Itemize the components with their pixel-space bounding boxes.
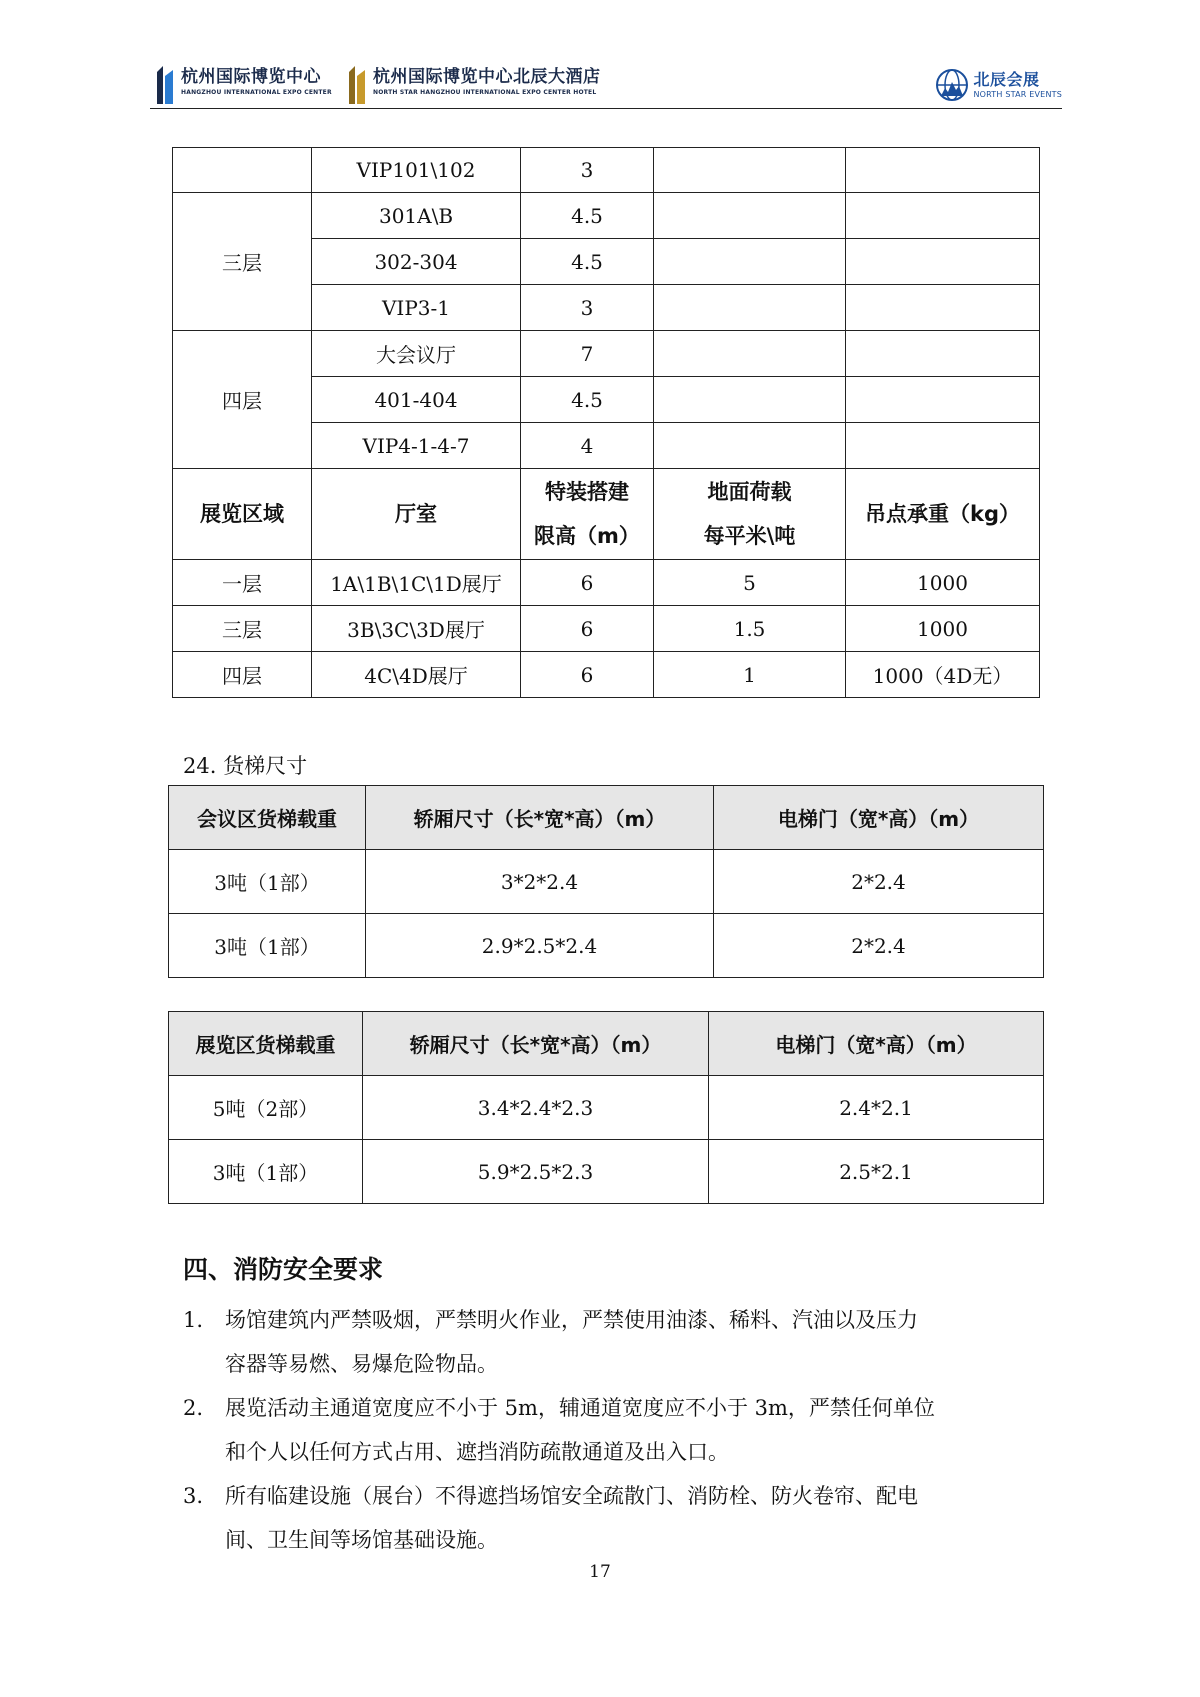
table-row bbox=[169, 1140, 1044, 1204]
table-cell-height: 6 bbox=[521, 606, 654, 652]
table-cell-empty bbox=[654, 193, 846, 239]
header-cell-door-size: 电梯门（宽*高）（m） bbox=[714, 786, 1044, 850]
table-cell-load: 3吨（1部） bbox=[169, 1140, 363, 1204]
list-item-number: 2. bbox=[183, 1396, 204, 1420]
table-cell-area: 三层 bbox=[173, 193, 312, 331]
list-item-line: 间、卫生间等场馆基础设施。 bbox=[225, 1528, 498, 1552]
table-cell-empty bbox=[654, 148, 846, 193]
table-cell-room: 301A\B bbox=[312, 193, 521, 239]
table-row bbox=[169, 1076, 1044, 1140]
table-row bbox=[173, 331, 1040, 377]
page-header bbox=[150, 58, 1062, 110]
table-cell-hall: 1A\1B\1C\1D展厅 bbox=[312, 560, 521, 606]
table-cell-empty bbox=[846, 331, 1040, 377]
table-cell-load: 3吨（1部） bbox=[169, 914, 366, 978]
table-header-row bbox=[173, 469, 1040, 560]
table-cell-room: 401-404 bbox=[312, 377, 521, 423]
list-item-line: 展览活动主通道宽度应不小于 5m，辅通道宽度应不小于 3m，严禁任何单位 bbox=[225, 1396, 935, 1420]
list-item-line: 所有临建设施（展台）不得遮挡场馆安全疏散门、消防栓、防火卷帘、配电 bbox=[225, 1484, 918, 1508]
meeting-lift-table bbox=[168, 785, 1044, 978]
header-line: 特装搭建 bbox=[545, 480, 629, 504]
list-item bbox=[183, 1386, 1043, 1474]
header-cell-hall: 厅室 bbox=[312, 469, 521, 560]
table-cell-empty bbox=[846, 148, 1040, 193]
list-item-number: 1. bbox=[183, 1308, 204, 1332]
header-line: 限高（m） bbox=[534, 524, 640, 548]
expo-center-logo-en: HANGZHOU INTERNATIONAL EXPO CENTER bbox=[181, 89, 332, 96]
hotel-logo bbox=[347, 66, 601, 104]
list-item-number: 3. bbox=[183, 1484, 204, 1508]
hotel-logo-icon bbox=[347, 66, 367, 104]
expo-center-logo-cn: 杭州国际博览中心 bbox=[181, 67, 321, 87]
list-item-line: 和个人以任何方式占用、遮挡消防疏散通道及出入口。 bbox=[225, 1440, 729, 1464]
list-item-line: 场馆建筑内严禁吸烟，严禁明火作业，严禁使用油漆、稀料、汽油以及压力 bbox=[225, 1308, 918, 1332]
table-cell-area bbox=[173, 148, 312, 193]
table-cell-door-size: 2*2.4 bbox=[714, 850, 1044, 914]
expo-center-logo-icon bbox=[155, 66, 175, 104]
table-cell-empty bbox=[846, 423, 1040, 469]
section-title: 四、消防安全要求 bbox=[183, 1255, 384, 1284]
hotel-logo-cn: 杭州国际博览中心北辰大酒店 bbox=[373, 67, 601, 87]
header-divider bbox=[150, 108, 1062, 109]
north-star-events-logo-en: NORTH STAR EVENTS bbox=[973, 90, 1062, 99]
header-cell-rigging: 吊点承重（kg） bbox=[846, 469, 1040, 560]
header-line: 地面荷载 bbox=[707, 480, 792, 504]
table-cell-height: 4.5 bbox=[521, 193, 654, 239]
list-item-line: 容器等易燃、易爆危险物品。 bbox=[225, 1352, 498, 1376]
table-cell-height: 3 bbox=[521, 148, 654, 193]
header-line: 每平米\吨 bbox=[703, 524, 796, 548]
table-cell-empty bbox=[846, 285, 1040, 331]
table-cell-load: 3吨（1部） bbox=[169, 850, 366, 914]
header-cell-load: 会议区货梯载重 bbox=[169, 786, 366, 850]
table-cell-height: 3 bbox=[521, 285, 654, 331]
section-caption: 24. 货梯尺寸 bbox=[183, 754, 308, 778]
table-cell-empty bbox=[654, 423, 846, 469]
table-cell-load: 5吨（2部） bbox=[169, 1076, 363, 1140]
table-cell-room: 302-304 bbox=[312, 239, 521, 285]
table-cell-room: 大会议厅 bbox=[312, 331, 521, 377]
table-row bbox=[169, 850, 1044, 914]
table-cell-car-size: 2.9*2.5*2.4 bbox=[366, 914, 714, 978]
hotel-logo-en: NORTH STAR HANGZHOU INTERNATIONAL EXPO CENTER HOTEL bbox=[373, 89, 597, 96]
table-cell-car-size: 3*2*2.4 bbox=[366, 850, 714, 914]
table-cell-empty bbox=[846, 239, 1040, 285]
table-row bbox=[173, 606, 1040, 652]
header-cell-load: 展览区货梯载重 bbox=[169, 1012, 363, 1076]
expo-center-logo bbox=[155, 66, 332, 104]
table-cell-hall: 3B\3C\3D展厅 bbox=[312, 606, 521, 652]
table-cell-rigging: 1000 bbox=[846, 560, 1040, 606]
north-star-events-logo-cn: 北辰会展 bbox=[973, 70, 1040, 89]
table-row bbox=[169, 914, 1044, 978]
table-cell-load: 5 bbox=[654, 560, 846, 606]
table-cell-height: 6 bbox=[521, 652, 654, 698]
table-row bbox=[173, 193, 1040, 239]
table-cell-car-size: 3.4*2.4*2.3 bbox=[363, 1076, 709, 1140]
north-star-events-logo bbox=[935, 68, 1062, 102]
header-cell-door-size: 电梯门（宽*高）（m） bbox=[709, 1012, 1044, 1076]
header-cell-car-size: 轿厢尺寸（长*宽*高）（m） bbox=[366, 786, 714, 850]
table-cell-area: 四层 bbox=[173, 331, 312, 469]
table-row bbox=[173, 560, 1040, 606]
table-cell-area: 四层 bbox=[173, 652, 312, 698]
header-cell-height-limit bbox=[521, 469, 654, 560]
table-cell-empty bbox=[654, 331, 846, 377]
table-cell-empty bbox=[846, 377, 1040, 423]
table-cell-empty bbox=[846, 193, 1040, 239]
table-cell-door-size: 2.5*2.1 bbox=[709, 1140, 1044, 1204]
header-cell-car-size: 轿厢尺寸（长*宽*高）（m） bbox=[363, 1012, 709, 1076]
table-cell-room: VIP4-1-4-7 bbox=[312, 423, 521, 469]
table-cell-room: VIP101\102 bbox=[312, 148, 521, 193]
table-cell-height: 4.5 bbox=[521, 239, 654, 285]
globe-icon bbox=[935, 68, 969, 102]
table-cell-area: 一层 bbox=[173, 560, 312, 606]
table-row bbox=[173, 148, 1040, 193]
table-cell-door-size: 2*2.4 bbox=[714, 914, 1044, 978]
venue-spec-table bbox=[172, 147, 1040, 698]
fire-safety-list bbox=[183, 1298, 1043, 1562]
table-header-row bbox=[169, 786, 1044, 850]
table-cell-car-size: 5.9*2.5*2.3 bbox=[363, 1140, 709, 1204]
table-cell-height: 7 bbox=[521, 331, 654, 377]
list-item bbox=[183, 1298, 1043, 1386]
table-cell-height: 4.5 bbox=[521, 377, 654, 423]
table-header-row bbox=[169, 1012, 1044, 1076]
table-row bbox=[173, 652, 1040, 698]
table-cell-empty bbox=[654, 377, 846, 423]
table-cell-hall: 4C\4D展厅 bbox=[312, 652, 521, 698]
table-cell-load: 1 bbox=[654, 652, 846, 698]
header-cell-area: 展览区域 bbox=[173, 469, 312, 560]
exhibition-lift-table bbox=[168, 1011, 1044, 1204]
table-cell-empty bbox=[654, 239, 846, 285]
table-cell-area: 三层 bbox=[173, 606, 312, 652]
list-item bbox=[183, 1474, 1043, 1562]
table-cell-rigging: 1000（4D无） bbox=[846, 652, 1040, 698]
table-cell-height: 6 bbox=[521, 560, 654, 606]
table-cell-rigging: 1000 bbox=[846, 606, 1040, 652]
table-cell-empty bbox=[654, 285, 846, 331]
table-cell-load: 1.5 bbox=[654, 606, 846, 652]
table-cell-door-size: 2.4*2.1 bbox=[709, 1076, 1044, 1140]
table-cell-height: 4 bbox=[521, 423, 654, 469]
page-number: 17 bbox=[589, 1562, 611, 1582]
table-cell-room: VIP3-1 bbox=[312, 285, 521, 331]
header-cell-floor-load bbox=[654, 469, 846, 560]
